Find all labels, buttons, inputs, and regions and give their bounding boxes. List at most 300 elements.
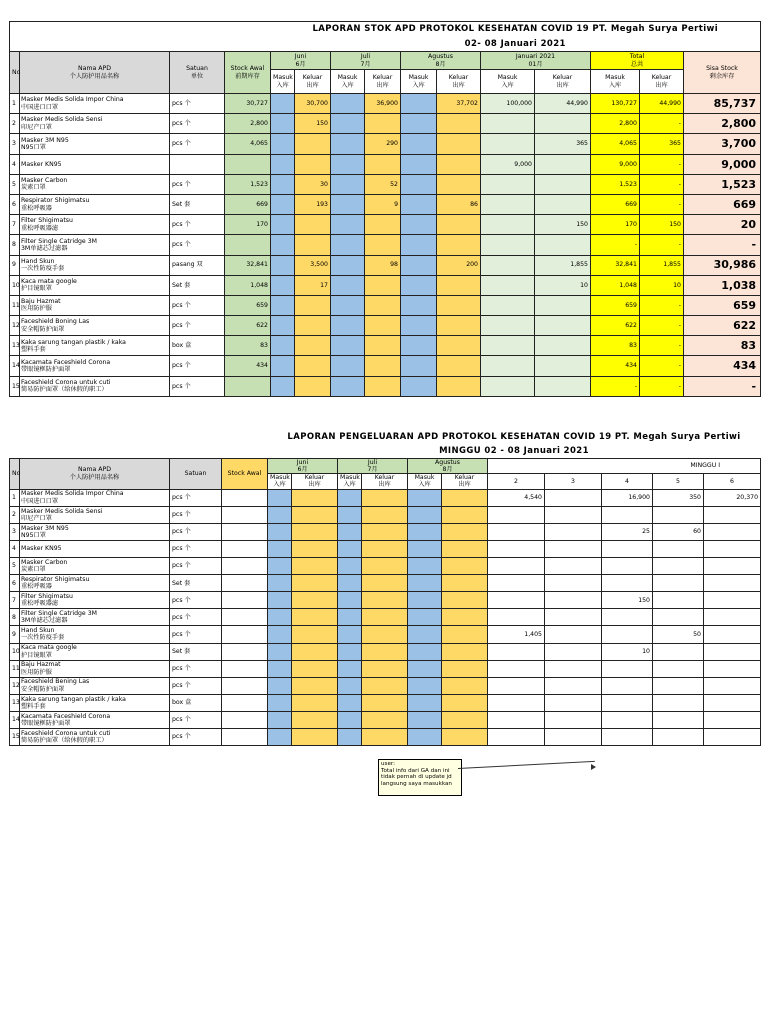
june-in[interactable] xyxy=(271,114,295,134)
total-in[interactable]: 2,800 xyxy=(591,114,640,134)
july-out[interactable] xyxy=(362,729,408,746)
item-stock[interactable] xyxy=(222,592,268,609)
day-2-value[interactable] xyxy=(488,592,545,609)
june-in[interactable] xyxy=(268,506,292,523)
june-in[interactable] xyxy=(271,134,295,154)
item-stock[interactable]: 622 xyxy=(225,316,271,336)
july-out[interactable] xyxy=(365,295,401,315)
remaining-stock[interactable]: - xyxy=(684,235,761,255)
item-unit[interactable]: pcs 个 xyxy=(170,174,225,194)
july-in[interactable] xyxy=(331,174,365,194)
day-2-value[interactable] xyxy=(488,575,545,592)
total-out[interactable]: - xyxy=(640,154,684,174)
item-unit[interactable]: box 盒 xyxy=(170,694,222,711)
item-unit[interactable]: pcs 个 xyxy=(170,235,225,255)
july-in[interactable] xyxy=(338,489,362,506)
day-6-value[interactable] xyxy=(704,711,761,728)
august-in[interactable] xyxy=(401,94,437,114)
june-in[interactable] xyxy=(271,94,295,114)
item-stock[interactable] xyxy=(222,729,268,746)
august-in[interactable] xyxy=(408,729,442,746)
remaining-stock[interactable]: 30,986 xyxy=(684,255,761,275)
july-out[interactable] xyxy=(362,677,408,694)
july-in[interactable] xyxy=(338,626,362,643)
june-out[interactable] xyxy=(292,626,338,643)
total-in[interactable]: 1,048 xyxy=(591,275,640,295)
day-4-value[interactable] xyxy=(602,711,653,728)
day-6-value[interactable] xyxy=(704,626,761,643)
august-in[interactable] xyxy=(401,174,437,194)
item-name[interactable]: Masker Medis Solida Sensi 印尼产口罩 xyxy=(20,114,170,134)
january-in[interactable]: 100,000 xyxy=(481,94,535,114)
august-out[interactable] xyxy=(437,134,481,154)
august-in[interactable] xyxy=(401,194,437,214)
day-5-value[interactable] xyxy=(653,506,704,523)
day-3-value[interactable] xyxy=(545,489,602,506)
item-name[interactable]: Masker Carbon 炭素口罩 xyxy=(20,174,170,194)
july-in[interactable] xyxy=(338,523,362,540)
june-in[interactable] xyxy=(268,711,292,728)
item-unit[interactable]: pasang 双 xyxy=(170,255,225,275)
june-in[interactable] xyxy=(271,376,295,396)
june-out[interactable] xyxy=(292,523,338,540)
day-4-value[interactable]: 16,900 xyxy=(602,489,653,506)
row-number[interactable]: 9 xyxy=(10,255,20,275)
august-in[interactable] xyxy=(401,235,437,255)
day-2-value[interactable] xyxy=(488,729,545,746)
item-unit[interactable]: Set 套 xyxy=(170,194,225,214)
july-out[interactable] xyxy=(362,626,408,643)
august-out[interactable]: 86 xyxy=(437,194,481,214)
item-stock[interactable] xyxy=(222,540,268,557)
total-in[interactable]: 669 xyxy=(591,194,640,214)
total-in[interactable]: 170 xyxy=(591,215,640,235)
january-in[interactable] xyxy=(481,114,535,134)
total-out[interactable]: - xyxy=(640,376,684,396)
july-out[interactable] xyxy=(365,275,401,295)
july-in[interactable] xyxy=(338,540,362,557)
july-in[interactable] xyxy=(338,592,362,609)
day-2-value[interactable] xyxy=(488,711,545,728)
item-stock[interactable]: 1,523 xyxy=(225,174,271,194)
august-in[interactable] xyxy=(401,295,437,315)
item-unit[interactable]: box 盒 xyxy=(170,336,225,356)
item-unit[interactable]: pcs 个 xyxy=(170,609,222,626)
july-in[interactable] xyxy=(331,154,365,174)
day-6-value[interactable] xyxy=(704,575,761,592)
item-stock[interactable]: 4,065 xyxy=(225,134,271,154)
total-in[interactable]: 130,727 xyxy=(591,94,640,114)
july-in[interactable] xyxy=(331,356,365,376)
day-2-value[interactable]: 1,405 xyxy=(488,626,545,643)
item-stock[interactable] xyxy=(225,376,271,396)
total-out[interactable]: - xyxy=(640,235,684,255)
cell-comment-note[interactable] xyxy=(378,759,462,796)
july-out[interactable] xyxy=(365,376,401,396)
january-in[interactable] xyxy=(481,194,535,214)
july-in[interactable] xyxy=(338,506,362,523)
august-out[interactable] xyxy=(442,643,488,660)
july-out[interactable] xyxy=(365,154,401,174)
item-stock[interactable]: 2,800 xyxy=(225,114,271,134)
day-4-value[interactable] xyxy=(602,729,653,746)
june-out[interactable] xyxy=(292,575,338,592)
item-name[interactable]: Filter Shigimatsu 重松呼吸器滤 xyxy=(20,592,170,609)
august-out[interactable] xyxy=(442,694,488,711)
total-out[interactable]: - xyxy=(640,295,684,315)
june-in[interactable] xyxy=(268,558,292,575)
day-3-value[interactable] xyxy=(545,660,602,677)
january-in[interactable] xyxy=(481,255,535,275)
july-out[interactable]: 36,900 xyxy=(365,94,401,114)
row-number[interactable]: 2 xyxy=(10,114,20,134)
august-out[interactable] xyxy=(437,114,481,134)
june-out[interactable]: 30 xyxy=(295,174,331,194)
july-out[interactable] xyxy=(365,356,401,376)
total-out[interactable]: - xyxy=(640,316,684,336)
june-out[interactable] xyxy=(292,677,338,694)
july-out[interactable] xyxy=(365,336,401,356)
row-number[interactable]: 6 xyxy=(10,575,20,592)
day-6-value[interactable] xyxy=(704,506,761,523)
item-unit[interactable]: pcs 个 xyxy=(170,729,222,746)
item-stock[interactable] xyxy=(222,660,268,677)
item-name[interactable]: Respirator Shigimatsu 重松呼吸器 xyxy=(20,194,170,214)
august-out[interactable] xyxy=(437,316,481,336)
item-name[interactable]: Faceshield Bening Las 安全帽防护面罩 xyxy=(20,677,170,694)
july-out[interactable] xyxy=(362,523,408,540)
july-in[interactable] xyxy=(331,235,365,255)
august-out[interactable] xyxy=(442,506,488,523)
august-out[interactable] xyxy=(442,711,488,728)
day-4-value[interactable]: 150 xyxy=(602,592,653,609)
august-out[interactable]: 37,702 xyxy=(437,94,481,114)
item-name[interactable]: Faceshield Boning Las 安全帽防护面罩 xyxy=(20,316,170,336)
august-in[interactable] xyxy=(408,643,442,660)
june-in[interactable] xyxy=(268,523,292,540)
item-name[interactable]: Kaka sarung tangan plastik / kaka 塑料手套 xyxy=(20,336,170,356)
item-stock[interactable] xyxy=(222,626,268,643)
june-in[interactable] xyxy=(271,215,295,235)
august-out[interactable] xyxy=(437,376,481,396)
total-in[interactable]: 83 xyxy=(591,336,640,356)
total-in[interactable]: 4,065 xyxy=(591,134,640,154)
july-in[interactable] xyxy=(338,575,362,592)
day-6-value[interactable] xyxy=(704,729,761,746)
day-5-value[interactable] xyxy=(653,609,704,626)
item-unit[interactable]: Set 套 xyxy=(170,643,222,660)
item-name[interactable]: Masker 3M N95 N95口罩 xyxy=(20,523,170,540)
july-in[interactable] xyxy=(331,94,365,114)
day-6-value[interactable] xyxy=(704,677,761,694)
january-in[interactable] xyxy=(481,295,535,315)
item-unit[interactable]: pcs 个 xyxy=(170,94,225,114)
june-out[interactable] xyxy=(292,694,338,711)
row-number[interactable]: 6 xyxy=(10,194,20,214)
january-in[interactable] xyxy=(481,174,535,194)
august-out[interactable] xyxy=(437,174,481,194)
day-2-value[interactable]: 4,540 xyxy=(488,489,545,506)
item-name[interactable]: Masker KN95 xyxy=(20,540,170,557)
item-name[interactable]: Kacamata Faceshield Corona 带眼镜框防护面罩 xyxy=(20,711,170,728)
august-out[interactable] xyxy=(437,275,481,295)
remaining-stock[interactable]: 83 xyxy=(684,336,761,356)
row-number[interactable]: 3 xyxy=(10,523,20,540)
august-out[interactable] xyxy=(442,677,488,694)
june-in[interactable] xyxy=(268,677,292,694)
june-out[interactable] xyxy=(292,711,338,728)
item-unit[interactable]: pcs 个 xyxy=(170,376,225,396)
august-in[interactable] xyxy=(408,592,442,609)
item-stock[interactable] xyxy=(222,575,268,592)
july-out[interactable] xyxy=(362,489,408,506)
item-stock[interactable] xyxy=(222,677,268,694)
remaining-stock[interactable]: 9,000 xyxy=(684,154,761,174)
day-3-value[interactable] xyxy=(545,643,602,660)
august-out[interactable]: 200 xyxy=(437,255,481,275)
row-number[interactable]: 15 xyxy=(10,376,20,396)
august-in[interactable] xyxy=(401,376,437,396)
remaining-stock[interactable]: 3,700 xyxy=(684,134,761,154)
total-in[interactable]: 9,000 xyxy=(591,154,640,174)
item-name[interactable]: Faceshield Corona untuk cuti 简易防护面罩（给休假的职工） xyxy=(20,376,170,396)
august-out[interactable] xyxy=(437,295,481,315)
january-in[interactable] xyxy=(481,316,535,336)
august-out[interactable] xyxy=(442,592,488,609)
january-out[interactable]: 150 xyxy=(535,215,591,235)
day-5-value[interactable]: 50 xyxy=(653,626,704,643)
june-in[interactable] xyxy=(268,643,292,660)
item-stock[interactable]: 32,841 xyxy=(225,255,271,275)
item-name[interactable]: Masker Medis Solida Impor China 中国进口口罩 xyxy=(20,489,170,506)
day-3-value[interactable] xyxy=(545,626,602,643)
row-number[interactable]: 14 xyxy=(10,356,20,376)
january-out[interactable] xyxy=(535,356,591,376)
day-6-value[interactable] xyxy=(704,643,761,660)
day-5-value[interactable]: 350 xyxy=(653,489,704,506)
day-2-value[interactable] xyxy=(488,558,545,575)
june-in[interactable] xyxy=(271,295,295,315)
july-in[interactable] xyxy=(331,215,365,235)
item-stock[interactable]: 83 xyxy=(225,336,271,356)
july-in[interactable] xyxy=(331,194,365,214)
june-out[interactable] xyxy=(295,336,331,356)
item-name[interactable]: Faceshield Corona untuk cuti 简易防护面罩（给休假的职工） xyxy=(20,729,170,746)
item-unit[interactable]: pcs 个 xyxy=(170,592,222,609)
item-stock[interactable] xyxy=(225,154,271,174)
day-2-value[interactable] xyxy=(488,677,545,694)
item-name[interactable]: Hand Skun 一次性防疫手套 xyxy=(20,626,170,643)
january-in[interactable] xyxy=(481,215,535,235)
item-stock[interactable] xyxy=(222,523,268,540)
day-4-value[interactable] xyxy=(602,609,653,626)
day-5-value[interactable] xyxy=(653,575,704,592)
july-in[interactable] xyxy=(338,660,362,677)
row-number[interactable]: 12 xyxy=(10,677,20,694)
remaining-stock[interactable]: 1,038 xyxy=(684,275,761,295)
june-in[interactable] xyxy=(268,626,292,643)
june-in[interactable] xyxy=(268,694,292,711)
july-out[interactable] xyxy=(362,540,408,557)
july-out[interactable] xyxy=(365,215,401,235)
august-in[interactable] xyxy=(408,609,442,626)
remaining-stock[interactable]: 622 xyxy=(684,316,761,336)
row-number[interactable]: 4 xyxy=(10,154,20,174)
item-name[interactable]: Hand Skun 一次性防疫手套 xyxy=(20,255,170,275)
row-number[interactable]: 2 xyxy=(10,506,20,523)
july-out[interactable]: 52 xyxy=(365,174,401,194)
item-name[interactable]: Masker KN95 xyxy=(20,154,170,174)
june-in[interactable] xyxy=(271,316,295,336)
item-unit[interactable]: pcs 个 xyxy=(170,523,222,540)
item-stock[interactable]: 659 xyxy=(225,295,271,315)
item-unit[interactable]: pcs 个 xyxy=(170,295,225,315)
day-3-value[interactable] xyxy=(545,558,602,575)
day-4-value[interactable]: 10 xyxy=(602,643,653,660)
item-unit[interactable] xyxy=(170,154,225,174)
remaining-stock[interactable]: 659 xyxy=(684,295,761,315)
item-stock[interactable]: 434 xyxy=(225,356,271,376)
remaining-stock[interactable]: 2,800 xyxy=(684,114,761,134)
row-number[interactable]: 1 xyxy=(10,489,20,506)
july-in[interactable] xyxy=(331,376,365,396)
july-in[interactable] xyxy=(331,255,365,275)
item-name[interactable]: Respirator Shigimatsu 重松呼吸器 xyxy=(20,575,170,592)
item-name[interactable]: Masker Medis Solida Impor China 中国进口口罩 xyxy=(20,94,170,114)
august-in[interactable] xyxy=(408,523,442,540)
august-out[interactable] xyxy=(442,609,488,626)
july-in[interactable] xyxy=(331,336,365,356)
june-in[interactable] xyxy=(268,575,292,592)
remaining-stock[interactable]: 20 xyxy=(684,215,761,235)
july-out[interactable] xyxy=(365,235,401,255)
august-in[interactable] xyxy=(401,356,437,376)
august-in[interactable] xyxy=(401,154,437,174)
august-out[interactable] xyxy=(442,558,488,575)
day-3-value[interactable] xyxy=(545,711,602,728)
total-in[interactable]: 1,523 xyxy=(591,174,640,194)
item-name[interactable]: Kaka sarung tangan plastik / kaka 塑料手套 xyxy=(20,694,170,711)
day-4-value[interactable] xyxy=(602,677,653,694)
day-5-value[interactable] xyxy=(653,643,704,660)
august-in[interactable] xyxy=(408,558,442,575)
total-out[interactable]: - xyxy=(640,356,684,376)
day-6-value[interactable] xyxy=(704,609,761,626)
june-out[interactable] xyxy=(295,215,331,235)
july-in[interactable] xyxy=(331,316,365,336)
day-4-value[interactable] xyxy=(602,540,653,557)
january-out[interactable] xyxy=(535,114,591,134)
item-unit[interactable]: pcs 个 xyxy=(170,540,222,557)
day-3-value[interactable] xyxy=(545,506,602,523)
item-unit[interactable]: pcs 个 xyxy=(170,489,222,506)
item-stock[interactable] xyxy=(222,558,268,575)
july-out[interactable]: 9 xyxy=(365,194,401,214)
june-out[interactable] xyxy=(292,558,338,575)
day-5-value[interactable] xyxy=(653,677,704,694)
item-unit[interactable]: pcs 个 xyxy=(170,711,222,728)
august-in[interactable] xyxy=(401,114,437,134)
june-in[interactable] xyxy=(268,489,292,506)
june-in[interactable] xyxy=(271,194,295,214)
july-out[interactable] xyxy=(362,643,408,660)
june-in[interactable] xyxy=(271,275,295,295)
june-out[interactable] xyxy=(295,134,331,154)
row-number[interactable]: 11 xyxy=(10,295,20,315)
day-3-value[interactable] xyxy=(545,523,602,540)
item-stock[interactable] xyxy=(222,643,268,660)
january-out[interactable] xyxy=(535,194,591,214)
total-in[interactable]: 622 xyxy=(591,316,640,336)
july-out[interactable] xyxy=(365,316,401,336)
remaining-stock[interactable]: 85,737 xyxy=(684,94,761,114)
item-name[interactable]: Kacamata Faceshield Corona 带眼镜框防护面罩 xyxy=(20,356,170,376)
item-stock[interactable] xyxy=(222,711,268,728)
row-number[interactable]: 12 xyxy=(10,316,20,336)
june-out[interactable]: 30,700 xyxy=(295,94,331,114)
august-in[interactable] xyxy=(401,215,437,235)
august-in[interactable] xyxy=(408,660,442,677)
july-in[interactable] xyxy=(338,729,362,746)
row-number[interactable]: 10 xyxy=(10,643,20,660)
row-number[interactable]: 5 xyxy=(10,174,20,194)
july-out[interactable] xyxy=(362,694,408,711)
item-stock[interactable]: 170 xyxy=(225,215,271,235)
day-3-value[interactable] xyxy=(545,729,602,746)
item-unit[interactable]: pcs 个 xyxy=(170,316,225,336)
june-out[interactable] xyxy=(295,356,331,376)
january-out[interactable]: 44,990 xyxy=(535,94,591,114)
june-in[interactable] xyxy=(271,154,295,174)
june-in[interactable] xyxy=(271,255,295,275)
day-5-value[interactable] xyxy=(653,660,704,677)
day-6-value[interactable] xyxy=(704,694,761,711)
day-3-value[interactable] xyxy=(545,592,602,609)
august-in[interactable] xyxy=(401,255,437,275)
day-3-value[interactable] xyxy=(545,609,602,626)
day-4-value[interactable] xyxy=(602,694,653,711)
item-stock[interactable]: 669 xyxy=(225,194,271,214)
day-4-value[interactable] xyxy=(602,558,653,575)
august-in[interactable] xyxy=(408,540,442,557)
item-name[interactable]: Masker Medis Solida Sensi 印尼产口罩 xyxy=(20,506,170,523)
june-out[interactable] xyxy=(292,660,338,677)
july-in[interactable] xyxy=(338,711,362,728)
january-in[interactable]: 9,000 xyxy=(481,154,535,174)
august-out[interactable] xyxy=(442,626,488,643)
remaining-stock[interactable]: 669 xyxy=(684,194,761,214)
june-out[interactable] xyxy=(292,729,338,746)
day-3-value[interactable] xyxy=(545,694,602,711)
day-2-value[interactable] xyxy=(488,660,545,677)
august-out[interactable] xyxy=(437,356,481,376)
january-in[interactable] xyxy=(481,336,535,356)
june-in[interactable] xyxy=(268,609,292,626)
total-out[interactable]: - xyxy=(640,174,684,194)
total-out[interactable]: 10 xyxy=(640,275,684,295)
august-out[interactable] xyxy=(442,575,488,592)
day-2-value[interactable] xyxy=(488,609,545,626)
total-in[interactable]: - xyxy=(591,376,640,396)
june-out[interactable] xyxy=(292,643,338,660)
july-in[interactable] xyxy=(331,295,365,315)
item-unit[interactable]: pcs 个 xyxy=(170,660,222,677)
august-in[interactable] xyxy=(401,316,437,336)
item-unit[interactable]: pcs 个 xyxy=(170,134,225,154)
day-6-value[interactable] xyxy=(704,540,761,557)
day-5-value[interactable] xyxy=(653,592,704,609)
day-6-value[interactable] xyxy=(704,523,761,540)
